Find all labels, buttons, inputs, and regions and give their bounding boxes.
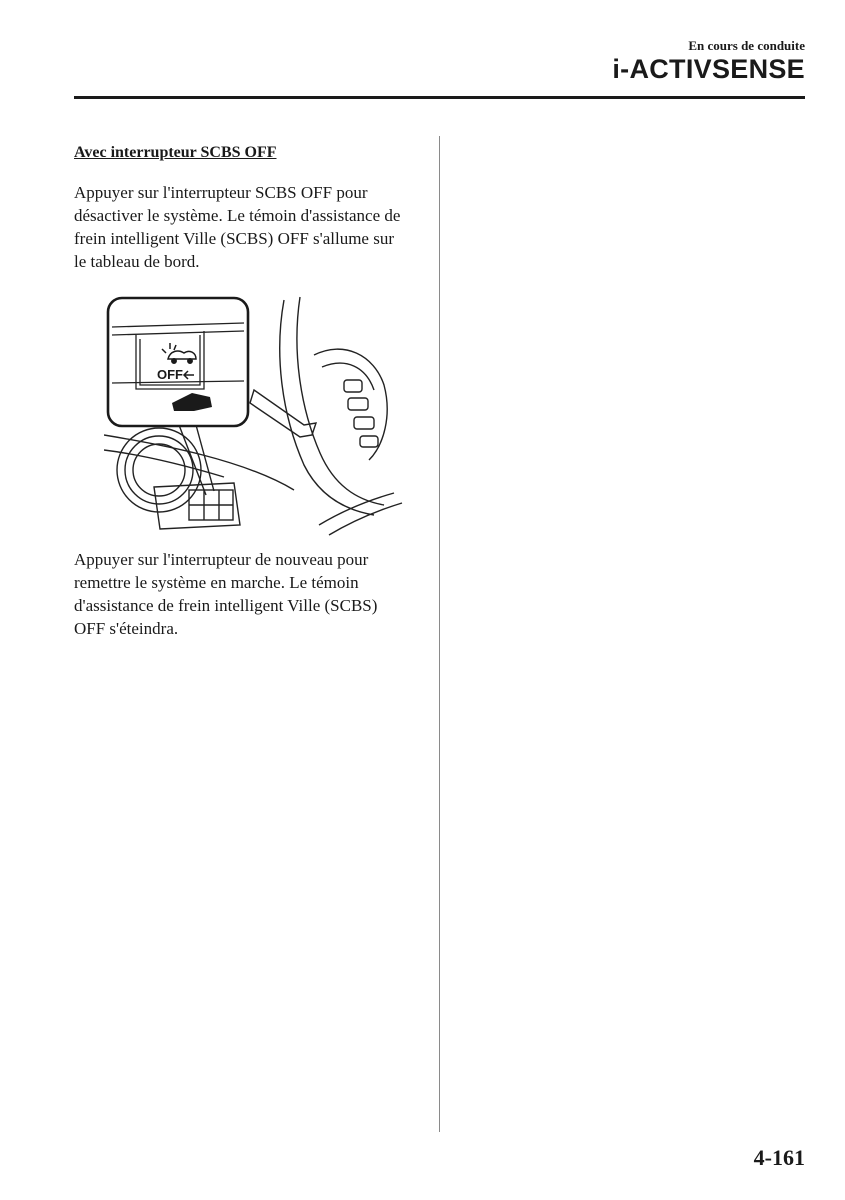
header-rule	[74, 96, 805, 99]
chapter-title: i-ACTIVSENSE	[612, 54, 805, 84]
page-number: 4-161	[753, 1145, 805, 1170]
scbs-switch-illustration	[104, 295, 404, 540]
off-label: OFF	[157, 367, 183, 382]
column-divider	[439, 136, 440, 1132]
section-label: En cours de conduite	[688, 38, 805, 53]
paragraph-2: Appuyer sur l'interrupteur de nouveau pour remettre le système en marche. Le témoin d'assistance de frein intelligent Ville (SCBS) OFF s'éteindra.	[74, 550, 378, 638]
paragraph-2-block	[74, 548, 404, 640]
paragraph-1: Appuyer sur l'interrupteur SCBS OFF pour désactiver le système. Le témoin d'assistance de frein intelligent Ville (SCBS) OFF s'allume sur le tableau de bord.	[74, 183, 401, 271]
left-column	[74, 143, 404, 273]
subheading: Avec interrupteur SCBS OFF	[74, 144, 277, 161]
